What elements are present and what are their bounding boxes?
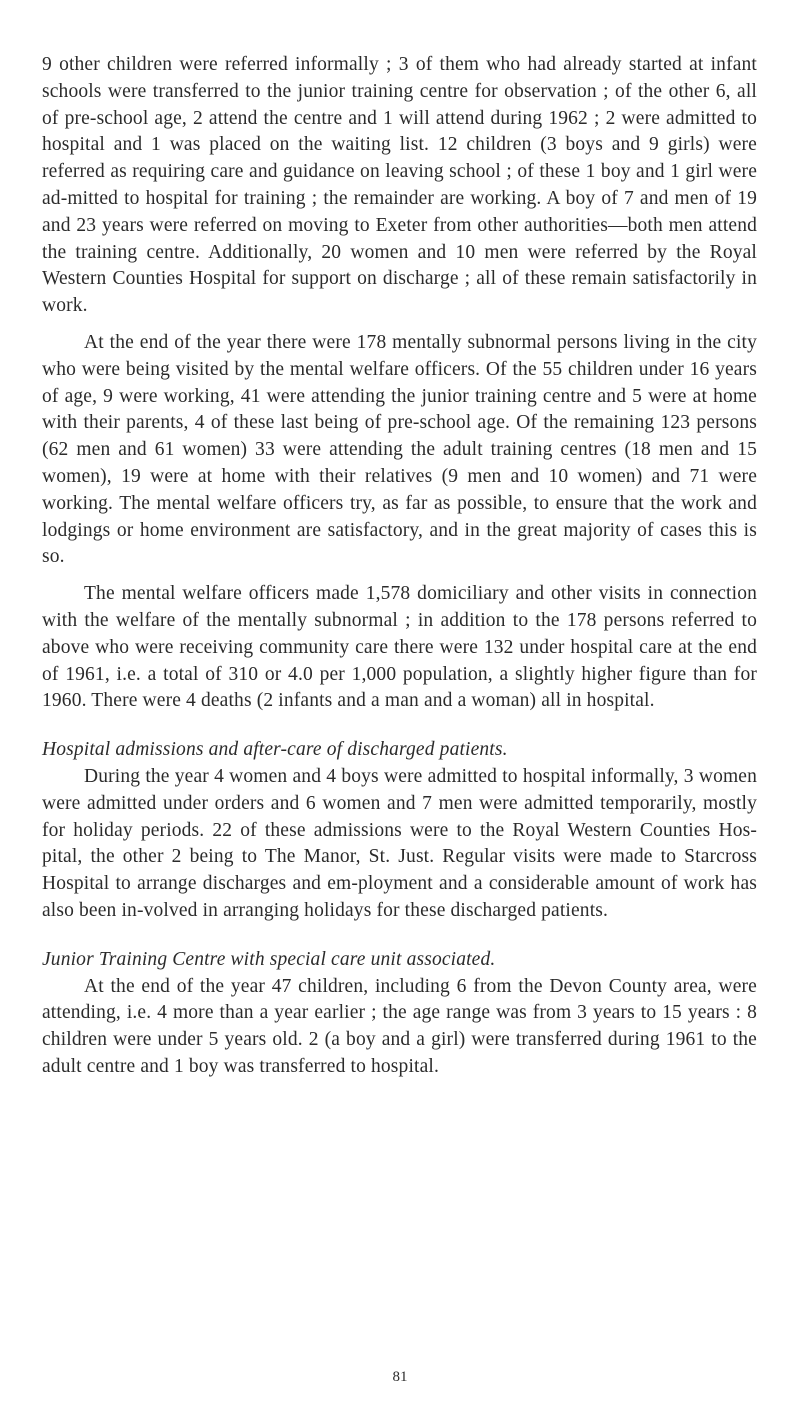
page-number: 81 bbox=[392, 1369, 408, 1385]
paragraph-junior-training-centre: At the end of the year 47 children, including 6 from the Devon County area, were attending, i.e. 4 more than a year earlier ; the age range was from 3 years to 15 years : 8 children were under 5 years old. 2 (a boy and a girl) were transferred during 1961 to the adult centre and 1 boy was transferred to hospital. bbox=[42, 975, 757, 1077]
heading-junior-training-centre: Junior Training Centre with special care unit associated. bbox=[42, 948, 496, 970]
heading-hospital-admissions: Hospital admissions and after-care of discharged patients. bbox=[42, 739, 508, 761]
document-page bbox=[42, 52, 757, 1091]
paragraph-referrals: 9 other children were referred informally ; 3 of them who had already started at infant schools were transferred to the junior training centre for observation ; of the other 6, all of pre-school age, 2 attend the centre and 1 will attend during 1962 ; 2 were admitted to hospital and 1 was placed on the waiting list. 12 children (3 boys and 9 girls) were referred as requiring care and guidance on leaving school ; of these 1 boy and 1 girl were ad-mitted to hospital for training ; the remainder are working. A boy of 7 and men of 19 and 23 years were referred on moving to Exeter from other authorities—both men attend the training centre. Additionally, 20 women and 10 men were referred by the Royal Western Counties Hospital for support on discharge ; all of these remain satisfactorily in work. bbox=[42, 54, 757, 317]
paragraph-year-end-persons: At the end of the year there were 178 mentally subnormal persons living in the city who were being visited by the mental welfare officers. Of the 55 children under 16 years of age, 9 were working, 41 were attending the junior training centre and 5 were at home with their parents, 4 of these last being of pre-school age. Of the remaining 123 persons (62 men and 61 women) 33 were attending the adult training centres (18 men and 15 women), 19 were at home with their relatives (9 men and 10 women) and 71 were working. The mental welfare officers try, as far as possible, to ensure that the work and lodgings or home environment are satisfactory, and in the great majority of cases this is so. bbox=[42, 331, 757, 568]
paragraph-hospital-admissions: During the year 4 women and 4 boys were admitted to hospital informally, 3 women were admitted under orders and 6 women and 7 men were admitted temporarily, mostly for holiday periods. 22 of these admissions were to the Royal Western Counties Hos-pital, the other 2 being to The Manor, St. Just. Regular visits were made to Starcross Hospital to arrange discharges and em-ployment and a considerable amount of work has also been in-volved in arranging holidays for these discharged patients. bbox=[42, 765, 757, 921]
paragraph-domiciliary-visits: The mental welfare officers made 1,578 domiciliary and other visits in connection with the welfare of the mentally subnormal ; in addition to the 178 persons referred to above who were receiving community care there were 132 under hospital care at the end of 1961, i.e. a total of 310 or 4.0 per 1,000 population, a slightly higher figure than for 1960. There were 4 deaths (2 infants and a man and a woman) all in hospital. bbox=[42, 583, 757, 712]
